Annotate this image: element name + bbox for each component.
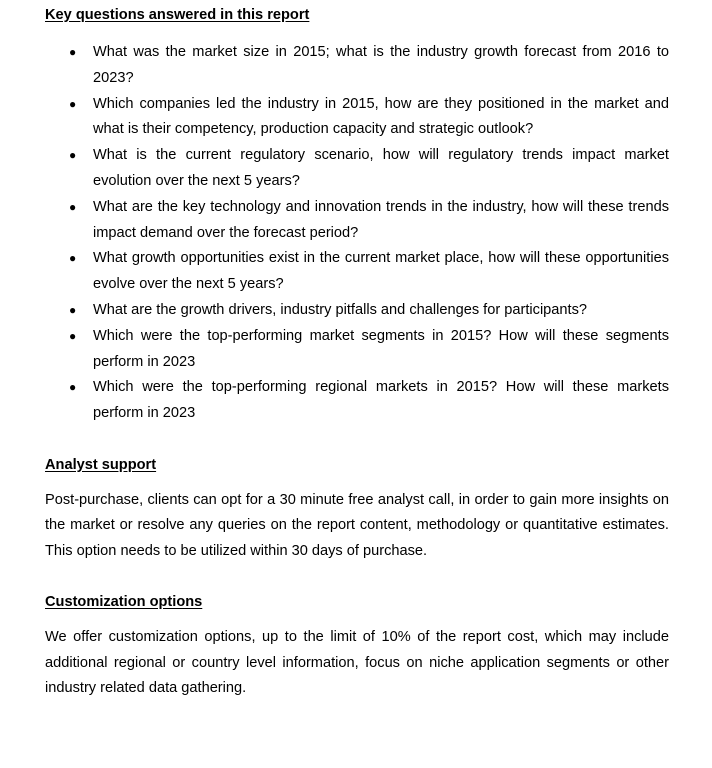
bullet-icon: ● <box>69 45 77 59</box>
section-spacer <box>45 427 669 452</box>
bullet-icon: ● <box>69 328 77 343</box>
bullet-icon: ● <box>69 380 77 395</box>
customization-text: We offer customization options, up to the limit of 10% of the report cost, which may include additional regional or country level information, focus on niche application segments or other industry related data gathering. <box>45 629 669 697</box>
bullet-icon: ● <box>69 251 77 266</box>
bullet-icon: ● <box>69 199 77 214</box>
list-item <box>45 143 669 195</box>
list-item-text: Which were the top-performing regional markets in 2015? How will these markets perform in 2023 <box>93 379 669 422</box>
list-item-text: What was the market size in 2015; what is the industry growth forecast from 2016 to 2023? <box>93 44 669 86</box>
customization-heading: Customization options <box>45 594 203 611</box>
list-item <box>45 195 669 247</box>
list-item-text: What are the growth drivers, industry pitfalls and challenges for participants? <box>93 301 587 318</box>
bullet-icon: ● <box>69 302 77 317</box>
list-item <box>45 375 669 427</box>
bullet-icon: ● <box>69 148 77 163</box>
list-item-text: What are the key technology and innovation trends in the industry, how will these trends impact demand over the forecast period? <box>93 198 669 241</box>
list-item <box>45 324 669 376</box>
list-item-text: Which companies led the industry in 2015, how are they positioned in the market and what is their competency, production capacity and strategic outlook? <box>93 95 669 138</box>
list-item-text: What is the current regulatory scenario, how will regulatory trends impact market evolution over the next 5 years? <box>93 147 669 189</box>
document-page <box>45 0 669 702</box>
list-item <box>45 40 669 92</box>
bullet-icon: ● <box>69 96 77 111</box>
key-questions-list <box>45 40 669 427</box>
key-questions-heading: Key questions answered in this report <box>45 7 310 23</box>
analyst-support-heading: Analyst support <box>45 456 157 473</box>
list-item <box>45 246 669 298</box>
list-item-text: What growth opportunities exist in the current market place, how will these opportunities evolve over the next 5 years? <box>93 250 669 293</box>
section-spacer <box>45 564 669 589</box>
list-item <box>45 298 669 324</box>
list-item <box>45 92 669 144</box>
list-item-text: Which were the top-performing market segments in 2015? How will these segments perform in 2023 <box>93 327 669 370</box>
analyst-support-text: Post-purchase, clients can opt for a 30 minute free analyst call, in order to gain more insights on the market or resolve any queries on the report content, methodology or quantitative estimates. This option needs to be utilized within 30 days of purchase. <box>45 491 669 559</box>
